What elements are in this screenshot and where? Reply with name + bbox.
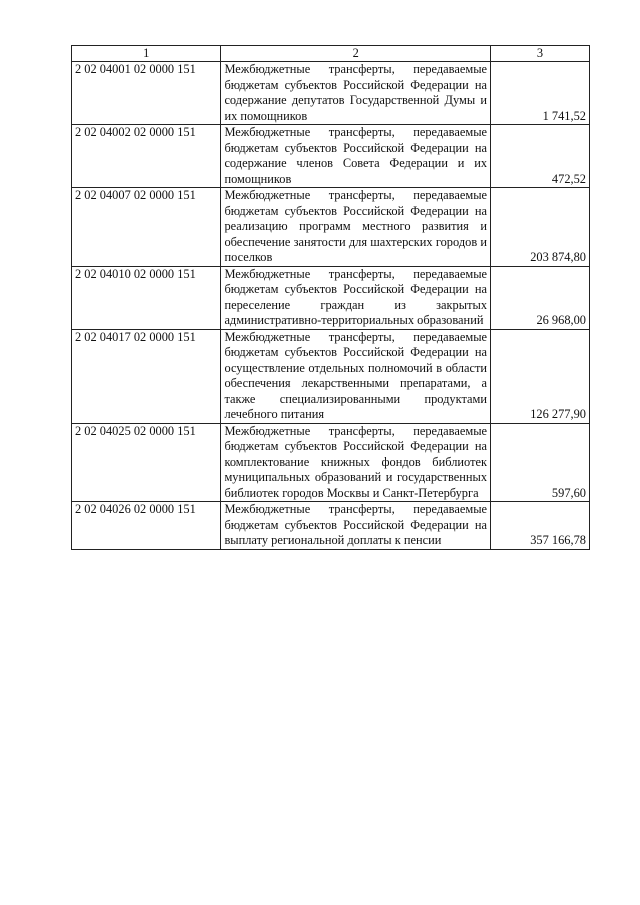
- amount-cell: 203 874,80: [491, 188, 590, 267]
- budget-transfers-table: [71, 45, 590, 550]
- table-row: [72, 62, 590, 125]
- budget-code-cell: 2 02 04010 02 0000 151: [72, 266, 221, 329]
- amount-cell: 597,60: [491, 423, 590, 502]
- column-header-description: 2: [221, 46, 491, 62]
- description-cell: Межбюджетные трансферты, передаваемые бюджетам субъектов Российской Федерации на содержание депутатов Государственной Думы и их помощников: [221, 62, 491, 125]
- table-header-row: [72, 46, 590, 62]
- table-row: [72, 329, 590, 423]
- table-row: [72, 125, 590, 188]
- budget-code-cell: 2 02 04007 02 0000 151: [72, 188, 221, 267]
- budget-code-cell: 2 02 04002 02 0000 151: [72, 125, 221, 188]
- amount-cell: 472,52: [491, 125, 590, 188]
- amount-cell: 26 968,00: [491, 266, 590, 329]
- amount-cell: 1 741,52: [491, 62, 590, 125]
- description-cell: Межбюджетные трансферты, передаваемые бюджетам субъектов Российской Федерации на комплектование книжных фондов библиотек муниципальных образований и государственных библиотек городов Москвы и Санкт-Петербурга: [221, 423, 491, 502]
- table-row: [72, 266, 590, 329]
- column-header-amount: 3: [491, 46, 590, 62]
- table-row: [72, 188, 590, 267]
- budget-code-cell: 2 02 04017 02 0000 151: [72, 329, 221, 423]
- budget-code-cell: 2 02 04025 02 0000 151: [72, 423, 221, 502]
- amount-cell: 357 166,78: [491, 502, 590, 550]
- description-cell: Межбюджетные трансферты, передаваемые бюджетам субъектов Российской Федерации на осуществление отдельных полномочий в области обеспечения лекарственными препаратами, а также специализированными продуктами лечебного питания: [221, 329, 491, 423]
- budget-code-cell: 2 02 04026 02 0000 151: [72, 502, 221, 550]
- description-cell: Межбюджетные трансферты, передаваемые бюджетам субъектов Российской Федерации на содержание членов Совета Федерации и их помощников: [221, 125, 491, 188]
- table-row: [72, 502, 590, 550]
- description-cell: Межбюджетные трансферты, передаваемые бюджетам субъектов Российской Федерации на выплату региональной доплаты к пенсии: [221, 502, 491, 550]
- description-cell: Межбюджетные трансферты, передаваемые бюджетам субъектов Российской Федерации на переселение граждан из закрытых административно-территориальных образований: [221, 266, 491, 329]
- amount-cell: 126 277,90: [491, 329, 590, 423]
- table-row: [72, 423, 590, 502]
- description-cell: Межбюджетные трансферты, передаваемые бюджетам субъектов Российской Федерации на реализацию программ местного развития и обеспечение занятости для шахтерских городов и поселков: [221, 188, 491, 267]
- budget-code-cell: 2 02 04001 02 0000 151: [72, 62, 221, 125]
- column-header-code: 1: [72, 46, 221, 62]
